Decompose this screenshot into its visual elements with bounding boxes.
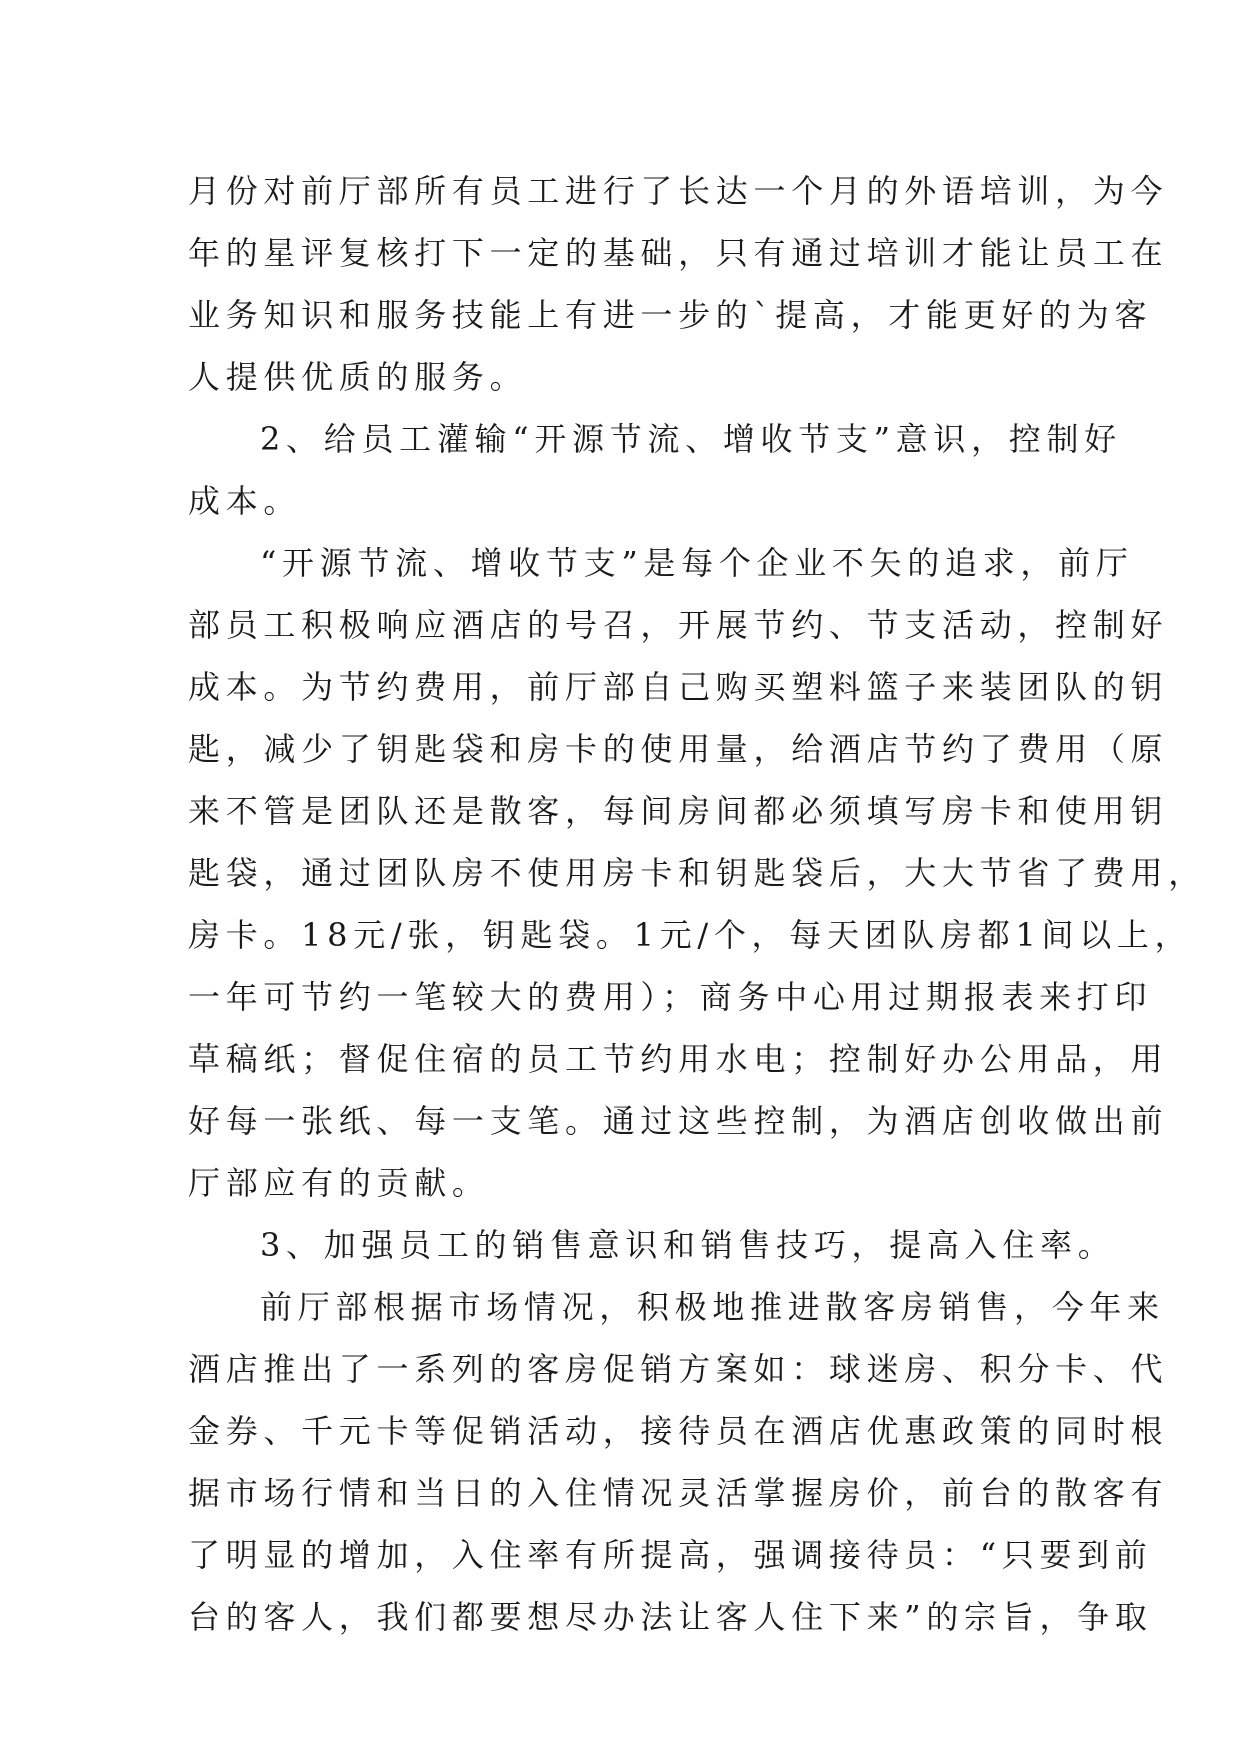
text-line: 金券、千元卡等促销活动，接待员在酒店优惠政策的同时根 — [188, 1412, 1169, 1450]
text-line: “开源节流、增收节支”是每个企业不矢的追求，前厅 — [260, 544, 1134, 582]
text-line: 月份对前厅部所有员工进行了长达一个月的外语培训，为今 — [188, 172, 1169, 210]
text-line: 了明显的增加，入住率有所提高，强调接待员：“只要到前 — [188, 1536, 1153, 1574]
section-heading-2: 2、给员工灌输“开源节流、增收节支”意识，控制好 — [260, 420, 1122, 458]
text-line: 成本。为节约费用，前厅部自己购买塑料篮子来装团队的钥 — [188, 668, 1169, 706]
text-line: 年的星评复核打下一定的基础，只有通过培训才能让员工在 — [188, 234, 1169, 272]
text-line: 据市场行情和当日的入住情况灵活掌握房价，前台的散客有 — [188, 1474, 1169, 1512]
text-line: 酒店推出了一系列的客房促销方案如：球迷房、积分卡、代 — [188, 1350, 1169, 1388]
text-line: 匙，减少了钥匙袋和房卡的使用量，给酒店节约了费用（原 — [188, 730, 1169, 768]
text-line: 草稿纸；督促住宿的员工节约用水电；控制好办公用品，用 — [188, 1040, 1169, 1078]
text-line: 业务知识和服务技能上有进一步的`提高，才能更好的为客 — [188, 296, 1153, 334]
section-heading-3: 3、加强员工的销售意识和销售技巧，提高入住率。 — [260, 1226, 1116, 1264]
text-line: 匙袋，通过团队房不使用房卡和钥匙袋后，大大节省了费用， — [188, 854, 1206, 892]
text-line: 台的客人，我们都要想尽办法让客人住下来”的宗旨，争取 — [188, 1598, 1153, 1636]
text-line: 来不管是团队还是散客，每间房间都必须填写房卡和使用钥 — [188, 792, 1169, 830]
text-line: 部员工积极响应酒店的号召，开展节约、节支活动，控制好 — [188, 606, 1169, 644]
text-line: 人提供优质的服务。 — [188, 358, 528, 396]
text-line: 好每一张纸、每一支笔。通过这些控制，为酒店创收做出前 — [188, 1102, 1169, 1140]
text-line: 成本。 — [188, 482, 302, 520]
text-line: 前厅部根据市场情况，积极地推进散客房销售，今年来 — [260, 1288, 1165, 1326]
text-line: 厅部应有的贡献。 — [188, 1164, 490, 1202]
body-text — [188, 160, 1206, 1648]
text-line: 房卡。18元/张，钥匙袋。1元/个，每天团队房都1间以上， — [188, 916, 1193, 954]
text-line: 一年可节约一笔较大的费用）；商务中心用过期报表来打印 — [188, 978, 1153, 1016]
